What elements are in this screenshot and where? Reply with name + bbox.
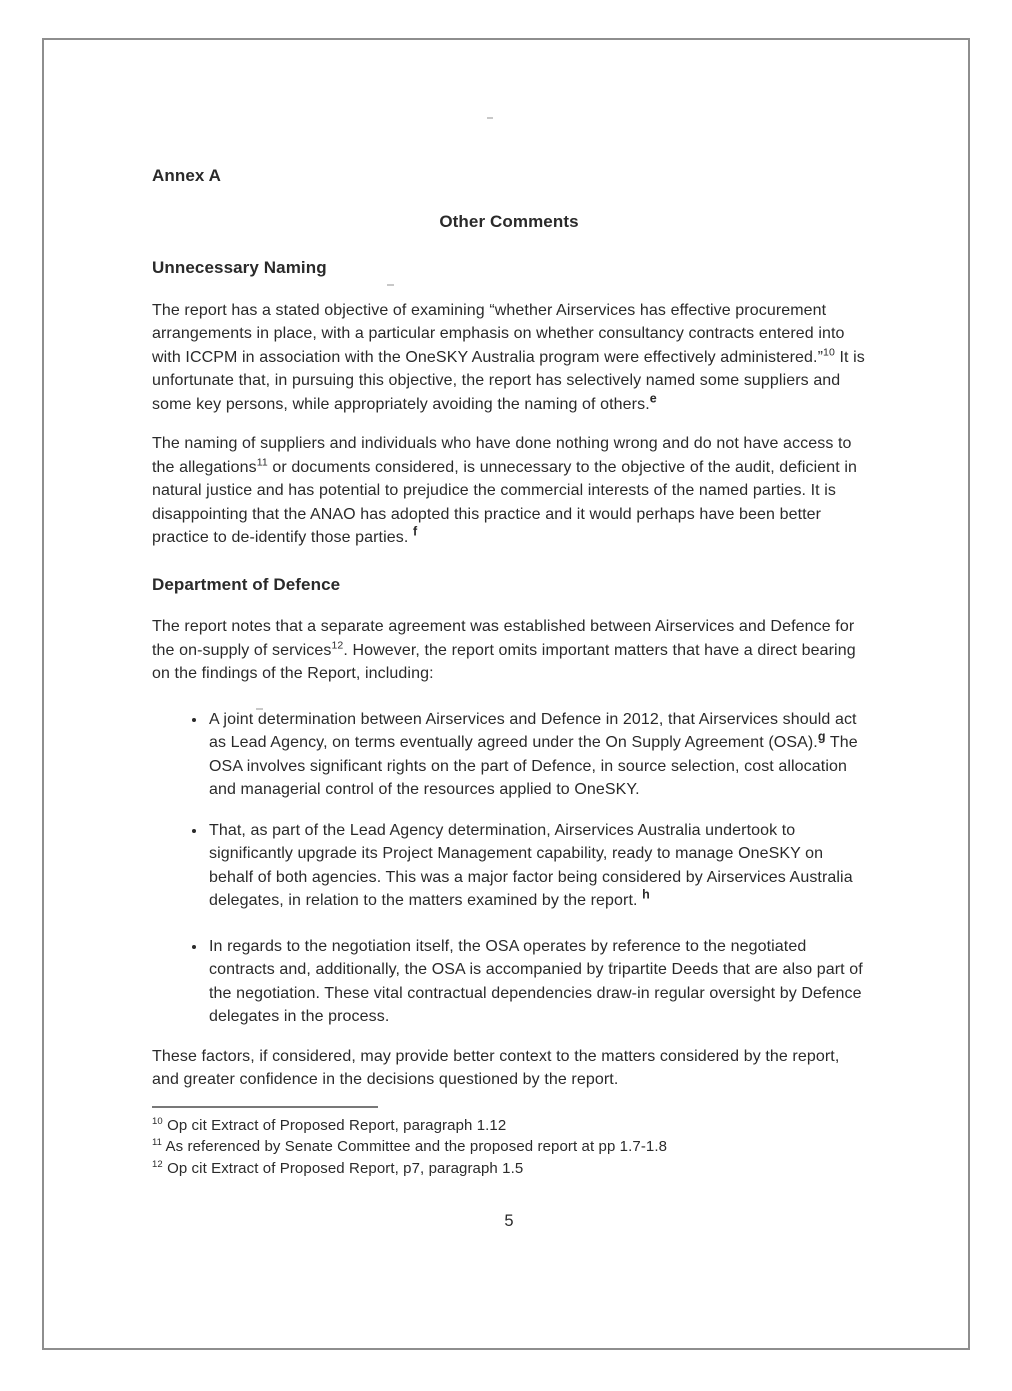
paragraph-report-objective: The report has a stated objective of examining “whether Airservices has effective procurement arrangements in place, with a particular emphasis on whether consultancy contracts entered into with ICCPM in association with the OneSKY Australia program were effectively administered.”$^{10}$ It is unfortunate that, in pursuing this objective, the report has selectively named some suppliers and some key persons, while appropriately avoiding the naming of others.$^e$: [152, 301, 865, 413]
annex-label: Annex A: [152, 166, 222, 185]
page-number: 5: [504, 1212, 514, 1230]
bullet-lead-agency-upgrade: • That, as part of the Lead Agency determination, Airservices Australia undertook to significantly upgrade its Project Management capability, ready to manage OneSKY on behalf of both agencies. This was a major factor being considered by Airservices Australia delegates, in relation to the matters examined by the report. $^h$: [207, 819, 866, 913]
footnote-12: [152, 1158, 866, 1180]
footnote-marker: 12: [152, 1158, 163, 1170]
footnote-separator: [152, 1106, 378, 1108]
document-content: [152, 164, 866, 1234]
paragraph-naming-of-suppliers: The naming of suppliers and individuals who have done nothing wrong and do not have access to the allegations$^{11}$ or documents considered, is unnecessary to the objective of the audit, deficient in natural justice and has potential to prejudice the commercial interests of the named parties. It is disappointing that the ANAO has adopted this practice and it would perhaps have been better practice to de-identify those parties. $^f$: [152, 435, 857, 546]
footnote-text: Op cit Extract of Proposed Report, paragraph 1.12: [167, 1116, 507, 1134]
footnote-text: As referenced by Senate Committee and the proposed report at pp 1.7-1.8: [165, 1138, 668, 1155]
footnote-text: Op cit Extract of Proposed Report, p7, paragraph 1.5: [167, 1159, 524, 1177]
footnote-10: [152, 1115, 866, 1137]
section-heading-unnecessary-naming: Unnecessary Naming: [152, 258, 327, 277]
footnotes-block: [152, 1106, 866, 1180]
footnote-marker: 10: [152, 1115, 163, 1127]
paragraph-separate-agreement: The report notes that a separate agreement was established between Airservices and Defence for the on-supply of services$^{12}$. However, the report omits important matters that have a direct bearing on the findings of the Report, including:: [152, 618, 856, 682]
bullet-list: [152, 708, 866, 1029]
bullet-joint-determination: • A joint determination between Airservices and Defence in 2012, that Airservices should act as Lead Agency, on terms eventually agreed under the On Supply Agreement (OSA).$^g$ The OSA involves significant rights on the part of Defence, in source selection, cost allocation and managerial control of the resources applied to OneSKY.: [207, 708, 866, 802]
footnote-11: [152, 1136, 866, 1158]
bullet-negotiation-osa: • In regards to the negotiation itself, the OSA operates by reference to the negotiated contracts and, additionally, the OSA is accompanied by tripartite Deeds that are also part of the negotiation. These vital contractual dependencies draw-in regular oversight by Defence delegates in the process.: [207, 935, 866, 1029]
paragraph-closing: These factors, if considered, may provide better context to the matters considered by the report, and greater confidence in the decisions questioned by the report.: [152, 1047, 840, 1088]
document-title: Other Comments: [439, 211, 579, 231]
scan-artifact: [487, 117, 493, 119]
footnote-marker: 11: [152, 1137, 163, 1148]
section-heading-department-of-defence: Department of Defence: [152, 574, 341, 594]
